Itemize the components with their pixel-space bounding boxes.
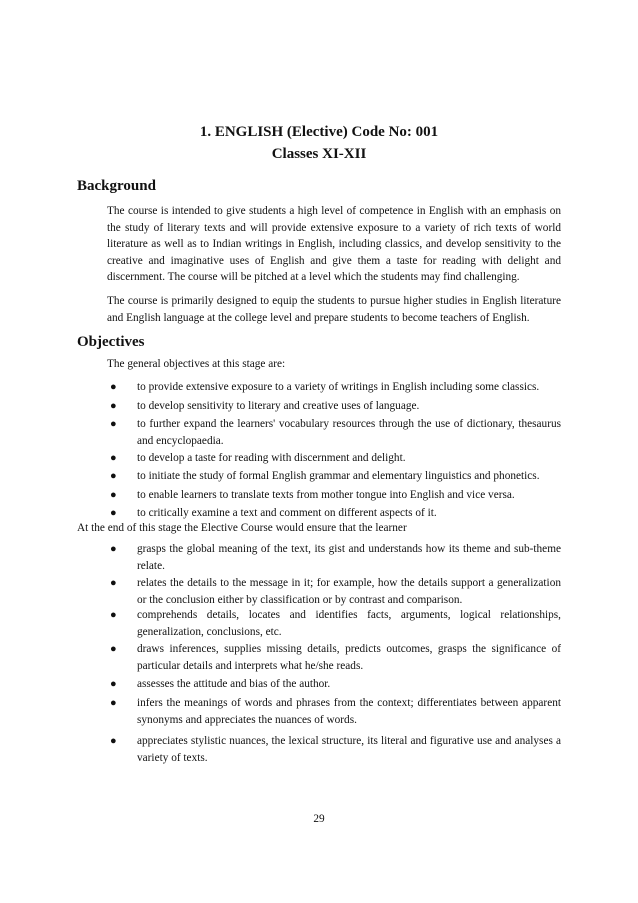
bullet-icon: ● <box>110 678 117 690</box>
outcomes-intro: At the end of this stage the Elective Course would ensure that the learner <box>77 522 407 534</box>
objectives-heading: Objectives <box>77 334 145 350</box>
document-title: 1. ENGLISH (Elective) Code No: 001 <box>199 124 439 140</box>
bullet-icon: ● <box>110 507 117 519</box>
bullet-icon: ● <box>110 489 117 501</box>
bullet-icon: ● <box>110 381 117 393</box>
list-item: ● to initiate the study of formal English grammar and elementary linguistics and phonetics. <box>107 468 561 485</box>
bullet-icon: ● <box>110 577 117 589</box>
page-number: 29 <box>313 813 325 825</box>
list-item: ● relates the details to the message in it; for example, how the details support a generalization or the conclusion either by classification or by contrast and comparison. <box>110 577 561 606</box>
list-item: ● appreciates stylistic nuances, the lexical structure, its literal and figurative use and analyses a variety of texts. <box>110 735 561 764</box>
list-item: ● to provide extensive exposure to a variety of writings in English including some classics. <box>107 379 561 396</box>
list-item: ● draws inferences, supplies missing details, predicts outcomes, grasps the significance of particular details and interprets what he/she reads. <box>110 643 561 672</box>
bullet-icon: ● <box>110 609 117 621</box>
bullet-icon: ● <box>110 543 117 555</box>
bullet-icon: ● <box>110 418 117 430</box>
list-item: ● to develop a taste for reading with discernment and delight. <box>107 450 561 467</box>
list-item: ● grasps the global meaning of the text, its gist and understands how its theme and sub-theme relate. <box>110 543 561 572</box>
background-paragraph-2 <box>77 293 561 326</box>
bullet-icon: ● <box>110 697 117 709</box>
bullet-icon: ● <box>110 400 117 412</box>
bullet-icon: ● <box>110 452 117 464</box>
bullet-icon: ● <box>110 735 117 747</box>
bullet-icon: ● <box>110 643 117 655</box>
objectives-intro: The general objectives at this stage are: <box>107 358 286 370</box>
bullet-icon: ● <box>110 470 117 482</box>
list-item: ● comprehends details, locates and identifies facts, arguments, logical relationships, generalization, conclusions, etc. <box>110 609 561 638</box>
background-paragraph-2-text: The course is primarily designed to equip the students to pursue higher studies in English literature and English language at the college level and prepare students to become teachers of English. <box>107 295 561 324</box>
background-paragraph-1-text: The course is intended to give students a high level of competence in English with an emphasis on the study of literary texts and will provide extensive exposure to a variety of rich texts of world literature as well as to Indian writings in English, including classics, and develop sensitivity to the creative and imaginative uses of English and give them a taste for reading with delight and discernment. The course will be pitched at a level which the students may find challenging. <box>107 205 561 284</box>
document-subtitle: Classes XI-XII <box>271 146 367 162</box>
list-item: ● assesses the attitude and bias of the author. <box>107 676 561 693</box>
list-item: ● infers the meanings of words and phrases from the context; differentiates between apparent synonyms and appreciates the nuances of words. <box>110 697 561 726</box>
list-item: ● to enable learners to translate texts from mother tongue into English and vice versa. <box>107 487 561 504</box>
background-paragraph-1 <box>77 203 561 286</box>
list-item: ● to develop sensitivity to literary and creative uses of language. <box>107 398 561 415</box>
list-item: ● to further expand the learners' vocabulary resources through the use of dictionary, thesaurus and encyclopaedia. <box>110 418 561 447</box>
list-item: ● to critically examine a text and comment on different aspects of it. <box>107 505 561 522</box>
background-heading: Background <box>77 178 156 194</box>
